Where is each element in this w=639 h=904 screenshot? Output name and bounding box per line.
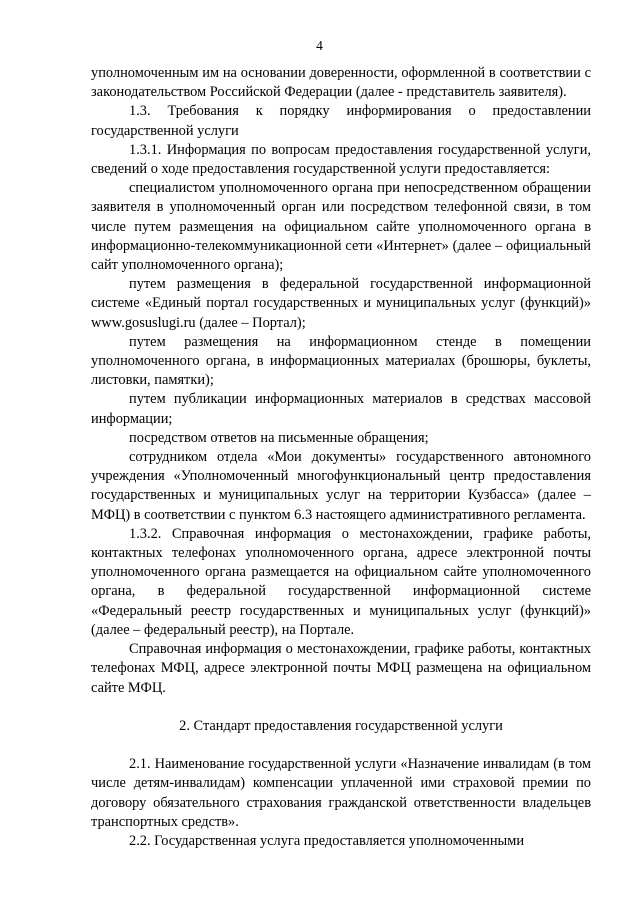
paragraph-2-2: 2.2. Государственная услуга предоставляется уполномоченными: [129, 833, 525, 850]
paragraph-written-requests: посредством ответов на письменные обращения;: [129, 429, 429, 446]
paragraph-representative: уполномоченным им на основании доверенности, оформленной в соответствии с законодательством Российской Федерации (далее - представитель заявителя).: [91, 65, 591, 101]
paragraph-portal: путем размещения в федеральной государственной информационной системе «Единый портал государственных и муниципальных услуг (функций)» www.gosuslugi.ru (далее – Портал);: [91, 276, 591, 331]
paragraph-mfc-reference: Справочная информация о местонахождении, графике работы, контактных телефонах МФЦ, адресе электронной почты МФЦ размещена на официальном сайте МФЦ.: [91, 641, 591, 696]
paragraph-1-3-2: 1.3.2. Справочная информация о местонахождении, графике работы, контактных телефонах уполномоченного органа, адресе электронной почты уполномоченного органа размещается на официальном сайте уполномоченного органа, в федеральной государственной информационной системе «Федеральный реестр государственных и муниципальных услуг (функций)» (далее – федеральный реестр), на Портале.: [91, 525, 591, 638]
document-body: [91, 64, 591, 851]
page-number: 4: [316, 38, 323, 53]
paragraph-specialist: специалистом уполномоченного органа при непосредственном обращении заявителя в уполномоченный орган или посредством телефонной связи, в том числе путем размещения на официальном сайте уполномоченного органа в информационно-телекоммуникационной сети «Интернет» (далее – официальный сайт уполномоченного органа);: [91, 180, 591, 274]
paragraph-1-3-heading: 1.3. Требования к порядку информирования о предоставлении государственной услуги: [91, 103, 591, 139]
section-2-heading: 2. Стандарт предоставления государственной услуги: [179, 717, 503, 734]
paragraph-1-3-1: 1.3.1. Информация по вопросам предоставления государственной услуги, сведений о ходе предоставления государственной услуги предоставляется:: [91, 141, 591, 178]
paragraph-info-stand: путем размещения на информационном стенде в помещении уполномоченного органа, в информационных материалах (брошюры, буклеты, листовки, памятки);: [91, 333, 591, 389]
spacer: [91, 698, 591, 717]
paragraph-mass-media: путем публикации информационных материалов в средствах массовой информации;: [91, 391, 591, 427]
spacer: [91, 736, 591, 755]
paragraph-mfc-employee: сотрудником отдела «Мои документы» государственного автономного учреждения «Уполномоченный многофункциональный центр предоставления государственных и муниципальных услуг на территории Кузбасса» (далее – МФЦ) в соответствии с пунктом 6.3 настоящего административного регламента.: [91, 449, 591, 523]
paragraph-2-1: 2.1. Наименование государственной услуги «Назначение инвалидам (в том числе детям-инвалидам) компенсации уплаченной ими страховой премии по договору обязательного страхования гражданской ответственности владельцев транспортных средств».: [91, 756, 591, 830]
